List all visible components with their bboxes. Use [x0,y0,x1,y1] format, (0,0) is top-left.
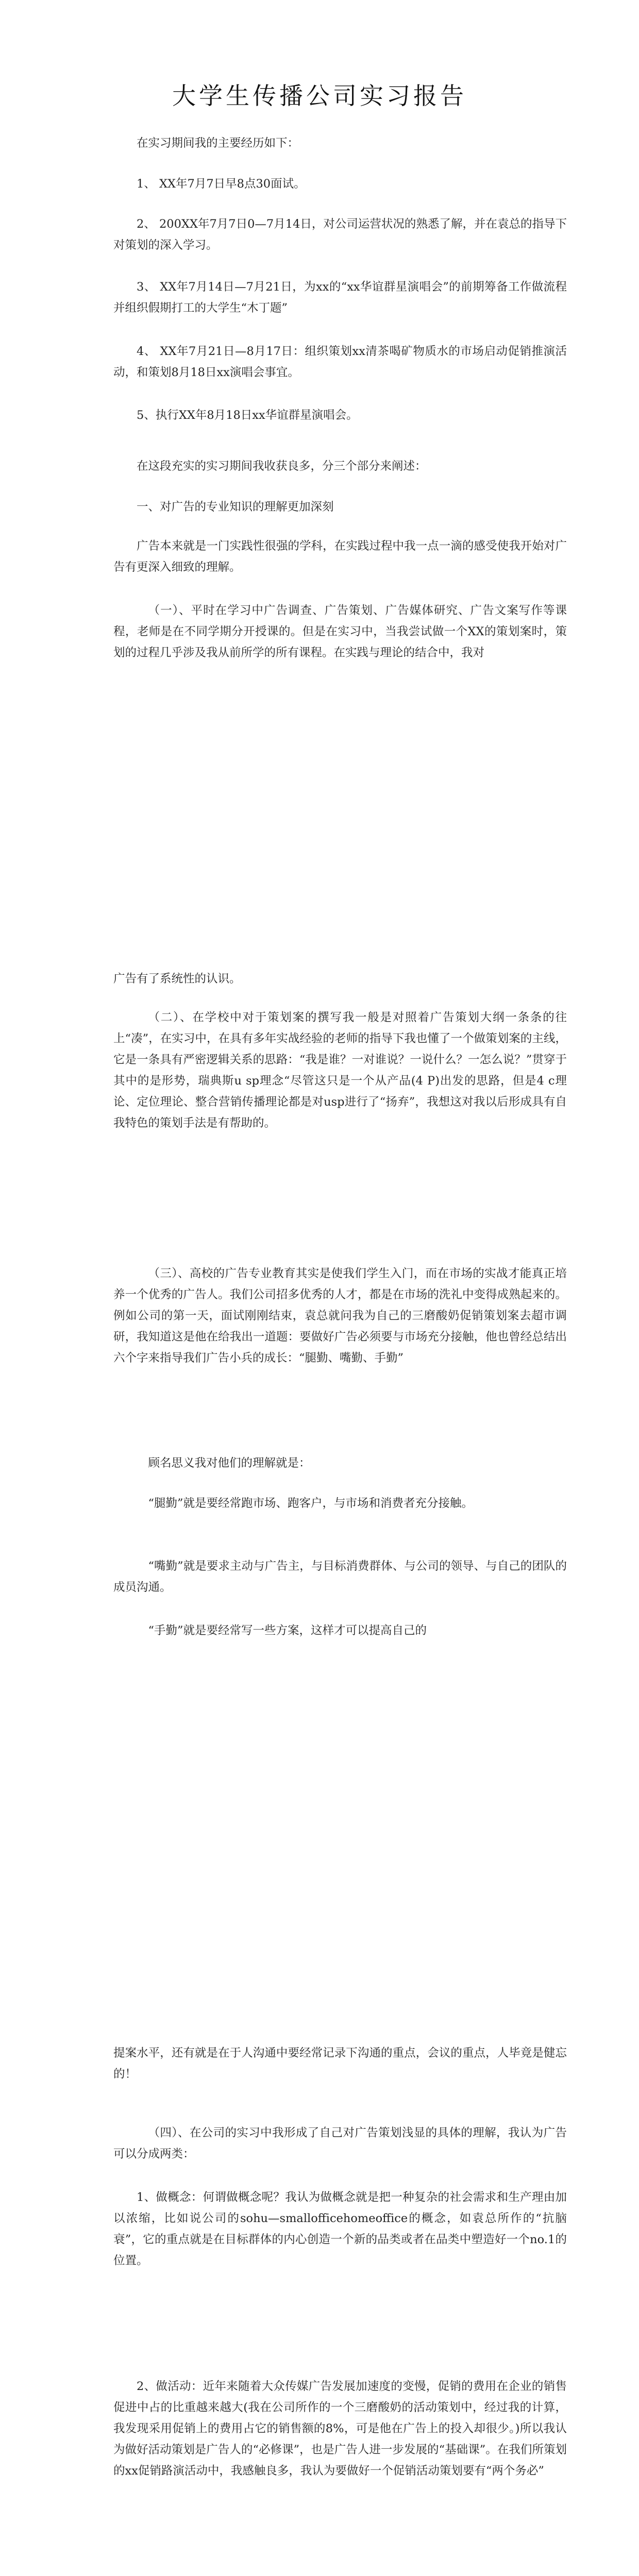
paragraph-continued-2: 提案水平，还有就是在于人沟通中要经常记录下沟通的重点，会议的重点，人毕竟是健忘的！ [113,2046,567,2081]
paragraph-concept: 1、做概念：何谓做概念呢？我认为做概念就是把一种复杂的社会需求和生产理由加以浓缩，比如说公司的sohu—smallofficehomeoffice的概念，如袁总所作的“抗脑衰”，它的重点就是在目标群体的内心创造一个新的品类或者在品类中塑造好一个no.1的位置。 [113,2191,567,2267]
paragraph-mouth: “嘴勤”就是要求主动与广告主，与目标消费群体、与公司的领导、与自己的团队的成员沟通。 [113,1560,567,1594]
paragraph-item-3: 3、 XX年7月14日—7月21日，为xx的“xx华谊群星演唱会”的前期筹备工作做流程并组织假期打工的大学生“木丁题” [113,280,567,315]
paragraph-item-4: 4、 XX年7月21日—8月17日：组织策划xx清茶喝矿物质水的市场启动促销推演活动，和策划8月18日xx演唱会事宜。 [113,345,567,379]
paragraph-item-1: 1、 XX年7月7日早8点30面试。 [137,177,306,191]
paragraph-subsection-1: （一）、平时在学习中广告调查、广告策划、广告媒体研究、广告文案写作等课程，老师是在不同学期分开授课的。但是在实习中，当我尝试做一个XX的策划案时，策划的过程几乎涉及我从前所学的所有课程。在实践与理论的结合中，我对 [113,604,567,659]
paragraph-summary: 在这段充实的实习期间我收获良多，分三个部分来阐述： [137,460,427,473]
section-heading-1: 一、对广告的专业知识的理解更加深刻 [137,500,334,514]
paragraph-hands: “手勤”就是要经常写一些方案，这样才可以提高自己的 [148,1624,427,1637]
paragraph-activity: 2、做活动：近年来随着大众传媒广告发展加速度的变慢，促销的费用在企业的销售促进中占的比重越来越大(我在公司所作的一个三磨酸奶的活动策划中，经过我的计算，我发现采用促销上的费用占它的销售额的8%，可是他在广告上的投入却很少。)所以我认为做好活动策划是广告人的“必修课”，也是广告人进一步发展的“基础课”。在我们所策划的xx促销路演活动中，我感触良多，我认为要做好一个促销活动策划要有“两个务必” [113,2380,567,2478]
paragraph-explain: 顾名思义我对他们的理解就是： [148,1456,311,1470]
paragraph-item-2: 2、 200XX年7月7日0—7月14日，对公司运营状况的熟悉了解，并在袁总的指导下对策划的深入学习。 [113,217,567,252]
paragraph-continued: 广告有了系统性的认识。 [113,972,241,986]
paragraph-item-5: 5、执行XX年8月18日xx华谊群星演唱会。 [137,409,358,422]
paragraph-legs: “腿勤”就是要经常跑市场、跑客户，与市场和消费者充分接触。 [148,1497,474,1510]
document-title: 大学生传播公司实习报告 [172,82,467,110]
paragraph-subsection-3: （三）、高校的广告专业教育其实是使我们学生入门，而在市场的实战才能真正培养一个优秀的广告人。我们公司招多优秀的人才，都是在市场的洗礼中变得成熟起来的。例如公司的第一天，面试刚刚结束，袁总就问我为自己的三磨酸奶促销策划案去超市调研，我知道这是他在给我出一道题：要做好广告必须要与市场充分接触，他也曾经总结出六个字来指导我们广告小兵的成长：“腿勤、嘴勤、手勤” [113,1267,567,1365]
paragraph-intro: 在实习期间我的主要经历如下： [137,137,299,150]
paragraph-subsection-4: （四）、在公司的实习中我形成了自己对广告策划浅显的具体的理解，我认为广告可以分成两类： [113,2126,567,2161]
paragraph-body: 广告本来就是一门实践性很强的学科，在实践过程中我一点一滴的感受使我开始对广告有更深入细致的理解。 [113,539,567,574]
paragraph-subsection-2: （二）、在学校中对于策划案的撰写我一般是对照着广告策划大纲一条条的往上“凑”，在实习中，在具有多年实战经验的老师的指导下我也懂了一个做策划案的主线，它是一条具有严密逻辑关系的思路：“我是谁？一对谁说？一说什么？一怎么说？”贯穿于其中的是形势，瑞典斯u sp理念“尽管这只是一个从产品(4 P)出发的思路，但是4 c理论、定位理论、整合营销传播理论都是对usp进行了“扬弃”，我想这对我以后形成具有自我特色的策划手法是有帮助的。 [113,1011,567,1130]
